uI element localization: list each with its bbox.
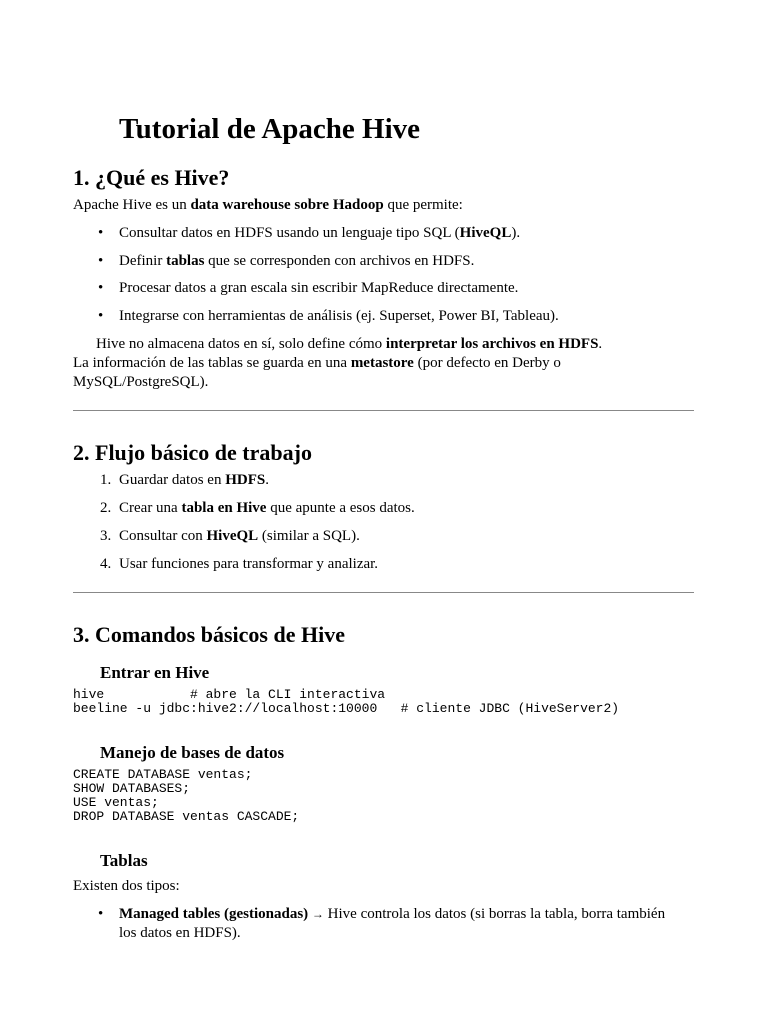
note-bold: metastore: [350, 355, 414, 371]
list-item: [119, 279, 518, 298]
step-bold: tabla en Hive: [181, 500, 267, 516]
note-line-2: [73, 354, 561, 373]
arrow-right-icon: →: [311, 907, 324, 921]
step-text: Consultar con: [119, 528, 207, 544]
note-bold: interpretar los archivos en HDFS: [385, 336, 599, 352]
code-line: hive # abre la CLI interactiva: [73, 687, 386, 702]
section-3-heading: 3. Comandos básicos de Hive: [73, 622, 345, 647]
list-item: [119, 252, 474, 271]
bullet-marker: •: [98, 906, 104, 922]
list-item-text: Consultar datos en HDFS usando un lenguaje tipo SQL (: [119, 225, 460, 241]
document-title: Tutorial de Apache Hive: [119, 113, 421, 145]
code-line: beeline -u jdbc:hive2://localhost:10000 # cliente JDBC (HiveServer2): [73, 701, 620, 716]
note-text-end: .: [598, 336, 603, 352]
step-text-end: (similar a SQL).: [258, 528, 360, 544]
step-number: 1.: [100, 472, 112, 488]
step-bold: HiveQL: [206, 528, 259, 544]
list-item-text-end: que se corresponden con archivos en HDFS.: [204, 253, 475, 269]
bullet-marker: •: [98, 280, 104, 296]
list-item: [119, 307, 559, 326]
code-line: CREATE DATABASE ventas;: [73, 767, 253, 782]
step-bold: HDFS: [225, 472, 266, 488]
list-item: [119, 905, 665, 924]
note-text: Hive no almacena datos en sí, solo define cómo: [96, 336, 386, 352]
step-text-end: .: [265, 472, 269, 488]
step-item: [119, 527, 360, 546]
step-number: 2.: [100, 500, 112, 516]
list-item-text-end: ).: [511, 225, 521, 241]
list-item-continuation: los datos en HDFS).: [119, 925, 241, 941]
intro-bold: data warehouse sobre Hadoop: [190, 197, 384, 213]
section-divider: [73, 592, 694, 593]
note-text: La información de las tablas se guarda en una: [73, 355, 351, 371]
bullet-marker: •: [98, 308, 104, 324]
subheading-bases-de-datos: Manejo de bases de datos: [100, 743, 285, 762]
step-item: [119, 555, 378, 574]
list-item-bold: tablas: [166, 253, 205, 269]
code-line: USE ventas;: [73, 795, 159, 810]
list-item-bold: HiveQL: [459, 225, 512, 241]
step-text-end: que apunte a esos datos.: [266, 500, 415, 516]
note-line-3: MySQL/PostgreSQL).: [73, 374, 209, 390]
list-item-text: Procesar datos a gran escala sin escribir MapReduce directamente.: [119, 280, 519, 296]
step-text: Usar funciones para transformar y analizar.: [119, 556, 379, 572]
section-2-heading: 2. Flujo básico de trabajo: [73, 440, 312, 465]
section-1-intro: [73, 196, 463, 215]
step-item: [119, 499, 415, 518]
section-divider: [73, 410, 694, 411]
step-number: 3.: [100, 528, 112, 544]
section-1-heading: 1. ¿Qué es Hive?: [73, 165, 230, 190]
intro-text-end: que permite:: [383, 197, 463, 213]
list-item-text: Definir: [119, 253, 167, 269]
tipos-text: Existen dos tipos:: [73, 878, 180, 894]
step-number: 4.: [100, 556, 112, 572]
bullet-marker: •: [98, 253, 104, 269]
note-text-end: (por defecto en Derby o: [413, 355, 561, 371]
intro-text: Apache Hive es un: [73, 197, 191, 213]
list-item-bold: Managed tables (gestionadas): [119, 906, 309, 922]
bullet-marker: •: [98, 225, 104, 241]
list-item-text: Hive controla los datos (si borras la tabla, borra también: [323, 906, 666, 922]
code-line: DROP DATABASE ventas CASCADE;: [73, 809, 300, 824]
list-item: [119, 224, 520, 243]
subheading-tablas: Tablas: [100, 851, 148, 870]
list-item-text: Integrarse con herramientas de análisis (ej. Superset, Power BI, Tableau).: [119, 308, 559, 324]
code-line: SHOW DATABASES;: [73, 781, 191, 796]
note-line-1: [96, 335, 602, 354]
subheading-entrar: Entrar en Hive: [100, 663, 210, 682]
step-text: Guardar datos en: [119, 472, 226, 488]
step-text: Crear una: [119, 500, 182, 516]
step-item: [119, 471, 269, 490]
